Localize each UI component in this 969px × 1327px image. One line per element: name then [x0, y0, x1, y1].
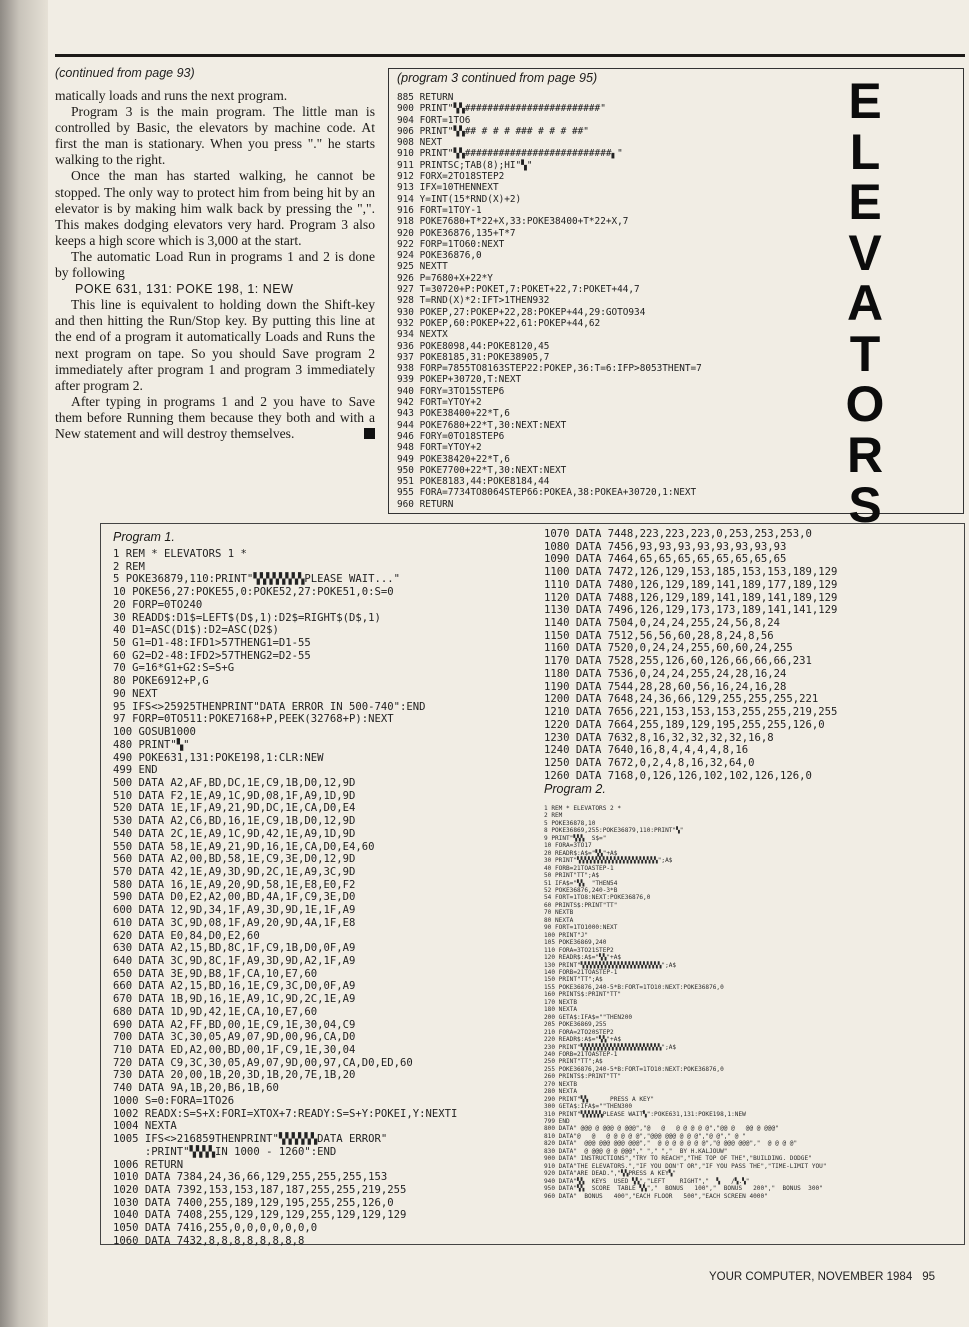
- program3-listing: 885 RETURN 900 PRINT"▚▚########################" 904 FORT=1TO6 906 PRINT"▚▚## # # # ### # # # ##" 908 NEXT 910 PRINT"▚▚##########################▖" 911 PRINTSC;TAB(8);HI"▚" 912 FORX=2TO18STEP2 913 IFX=10THENNEXT 914 Y=INT(15*RND(X)+2) 916 FORT=1TOY-1 918 POKE7680+T*22+X,33:POKE38400+T*22+X,7 920 POKE36876,135+T*7 922 FORP=1TO60:NEXT 924 POKE36876,0 925 NEXTT 926 P=7680+X+22*Y 927 T=30720+P:POKET,7:POKET+22,7:POKET+44,7 928 T=RND(X)*2:IFT>1THEN932 930 POKEP,27:POKEP+22,28:POKEP+44,29:GOTO934 932 POKEP,60:POKEP+22,61:POKEP+44,62 934 NEXTX 936 POKE8098,44:POKE8120,45 937 POKE8185,31:POKE38905,7 938 FORP=7855TO8163STEP22:POKEP,36:T=6:IFP>8053THENT=7 939 POKEP+30720,T:NEXT 940 FORY=3TO15STEP6 942 FORT=YTOY+2 943 POKE38400+22*T,6 944 POKE7680+22*T,30:NEXT:NEXT 946 FORY=0TO18STEP6 948 FORT=YTOY+2 949 POKE38420+22*T,6 950 POKE7700+22*T,30:NEXT:NEXT 951 POKE8183,44:POKE8184,44 955 FORA=7734TO8064STEP66:POKEA,38:POKEA+30720,1:NEXT 960 RETURN: [397, 92, 702, 510]
- article-paragraph: matically loads and runs the next program.: [55, 88, 288, 103]
- end-mark-icon: [364, 428, 375, 439]
- program1-continued-box: [540, 523, 965, 1245]
- program1-listing-right: 1070 DATA 7448,223,223,223,0,253,253,253,0 1080 DATA 7456,93,93,93,93,93,93,93,93 1090 DATA 7464,65,65,65,65,65,65,65,65 1100 DATA 7472,126,129,153,185,153,153,189,129 1110 DATA 7480,126,129,189,141,189,177,189,129 1120 DATA 7488,126,129,189,141,189,141,189,129 1130 DATA 7496,126,129,173,173,189,141,141,129 1140 DATA 7504,0,24,24,255,24,56,8,24 1150 DATA 7512,56,56,60,28,8,24,8,56 1160 DATA 7520,0,24,24,255,60,60,24,255 1170 DATA 7528,255,126,60,126,66,66,66,231 1180 DATA 7536,0,24,24,255,24,28,16,24 1190 DATA 7544,28,28,60,56,16,24,16,28 1200 DATA 7648,24,36,66,129,255,255,255,221 1210 DATA 7656,221,153,153,153,255,255,219,255 1220 DATA 7664,255,189,129,195,255,255,126,0 1230 DATA 7632,8,16,32,32,32,32,16,8 1240 DATA 7640,16,8,4,4,4,4,8,16 1250 DATA 7672,0,2,4,8,16,32,64,0 1260 DATA 7168,0,126,126,102,102,126,126,0: [544, 528, 838, 782]
- program1-heading: Program 1.: [113, 530, 175, 544]
- page-binding-shadow: [0, 0, 48, 1327]
- title-letter: V: [848, 224, 882, 281]
- top-rule: [55, 54, 965, 57]
- title-letter: E: [848, 73, 882, 129]
- title-letter: R: [846, 426, 884, 483]
- footer-magazine: YOUR COMPUTER, NOVEMBER 1984: [709, 1271, 913, 1283]
- article-command: POKE 631, 131: POKE 198, 1: NEW: [75, 282, 294, 297]
- continued-note: (continued from page 93): [55, 66, 195, 80]
- title-letter: O: [845, 376, 885, 432]
- elevators-vertical-title: [840, 73, 890, 533]
- title-letter: L: [849, 123, 881, 180]
- title-letter: S: [848, 477, 882, 533]
- program2-heading: Program 2.: [544, 782, 606, 796]
- article-text: [55, 88, 375, 442]
- program3-heading: (program 3 continued from page 95): [397, 71, 598, 85]
- program1-box: [100, 523, 541, 1245]
- article-paragraph: This line is equivalent to holding down the Shift-key and then hitting the Run/Stop key. By putting this line at the end of a program it automatically Loads and Runs the next program on tape. So you should Save program 2 immediately after program 1 and program 3 immediately after program 2.: [55, 297, 375, 393]
- article-paragraph: The automatic Load Run in programs 1 and 2 is done by following: [55, 248, 375, 281]
- article-paragraph-text: After typing in programs 1 and 2 you have to Save them before Running them because they both and with a New statement and will destroy themselves.: [55, 393, 375, 441]
- program2-listing: 1 REM * ELEVATORS 2 * 2 REM 5 POKE36878,10 8 POKE36869,255:POKE36879,110:PRINT"▚" 9 PRINT"▚▚▚ S$=" 10 FORA=3TO17 20 READR$:A$="▚▚"+A$ 30 PRINT"▚▚▚▚▚▚▚▚▚▚▚▚▚▚▚▚▚▚▚▚▚▚";A$ 40 FORB=21TOASTEP-1 50 PRINT"TT";A$ 51 IFA$="▚▚ "THEN54 52 POKE36876,240-3*B 54 FORT=1TO8:NEXT:POKE36876,0 60 PRINTS$:PRINT"TT" 70 NEXTB 80 NEXTA 90 FORT=1TO1000:NEXT 100 PRINT"J" 105 POKE36869,240 110 FORA=3TO21STEP2 120 READR$:A$="▚▚"+A$ 130 PRINT"▚▚▚▚▚▚▚▚▚▚▚▚▚▚▚▚▚▚▚▚▚▚";A$ 140 FORB=21TOASTEP-1 150 PRINT"TT";A$ 155 POKE36876,240-5*B:FORT=1TO10:NEXT:POKE36876,0 160 PRINTS$:PRINT"TT" 170 NEXTB 180 NEXTA 200 GETA$:IFA$=""THEN200 205 POKE36869,255 210 FORA=2TO20STEP2 220 READR$:A$="▚▚"+A$ 230 PRINT"▚▚▚▚▚▚▚▚▚▚▚▚▚▚▚▚▚▚▚▚▚▚";A$ 240 FORB=21TOASTEP-1 250 PRINT"TT";A$ 255 POKE36876,240-5*B:FORT=1TO10:NEXT:POKE36876,0 260 PRINTS$:PRINT"TT" 270 NEXTB 280 NEXTA 290 PRINT"▚▚ PRESS A KEY" 300 GETA$:IFA$=""THEN300 310 PRINT"▚▚▚▚▚▚PLEASE WAIT▚":POKE631,131:POKE198,1:NEW 799 END 800 DATA" @@@ @ @@@ @ @@@","@ @ @ @ @ @ @","@@ @ @@ @ @@@" 810 DATA"@ @ @ @ @ @ @","@@@ @@@ @ @ @","@ @"," @ " 820 DATA" @@@ @@@ @@@ @@@"," @ @ @ @ @ @ @","@ @@@ @@@"," @ @ @ @" 830 DATA" @ @@@ @ @ @@@"," "," "," BY H.KALJOUW" 900 DATA" INSTRUCTIONS","TRY TO REACH","THE TOP OF THE","BUILDING. DODGE" 910 DATA"THE ELEVATORS.","IF YOU DON'T OR","IF YOU PASS THE","TIME-LIMIT YOU" 920 DATA"ARE DEAD.","▚▚PRESS A KEY▚" 940 DATA"▚▚ KEYS USED ▚▚","LEFT RIGHT"," ▚ /▚.▚" 950 DATA"▚▚ SCORE TABLE ▚▚"," BONUS 100"," BONUS 200"," BONUS 300" 960 DATA" BONUS 400","EACH FLOOR 500","EACH SCREEN 4000": [544, 805, 827, 1200]
- title-letter: E: [848, 174, 882, 230]
- article-paragraph: Once the man has started walking, he cannot be stopped. The only way to protect him from being hit by an elevator is by making him walk back by pressing the ",". This makes dodging elevators very hard. Program 3 also keeps a high score which is 3,000 at the start.: [55, 168, 375, 248]
- footer-page-number: 95: [922, 1271, 936, 1283]
- title-letter: A: [846, 275, 884, 331]
- title-letter: T: [849, 325, 881, 382]
- program1-listing-left: 1 REM * ELEVATORS 1 * 2 REM 5 POKE36879,110:PRINT"▚▚▚▚▚▚▚▚PLEASE WAIT..." 10 POKE56,27:POKE55,0:POKE52,27:POKE51,0:S=0 20 FORP=0TO240 30 READD$:D1$=LEFT$(D$,1):D2$=RIGHT$(D$,1) 40 D1=ASC(D1$):D2=ASC(D2$) 50 G1=D1-48:IFD1>57THENG1=D1-55 60 G2=D2-48:IFD2>57THENG2=D2-55 70 G=16*G1+G2:S=S+G 80 POKE6912+P,G 90 NEXT 95 IFS<>25925THENPRINT"DATA ERROR IN 500-740":END 97 FORP=0TO511:POKE7168+P,PEEK(32768+P):NEXT 100 GOSUB1000 480 PRINT"▚" 490 POKE631,131:POKE198,1:CLR:NEW 499 END 500 DATA A2,AF,BD,DC,1E,C9,1B,D0,12,9D 510 DATA F2,1E,A9,1C,9D,08,1F,A9,1D,9D 520 DATA 1E,1F,A9,21,9D,DC,1E,CA,D0,E4 530 DATA A2,C6,BD,16,1E,C9,1B,D0,12,9D 540 DATA 2C,1E,A9,1C,9D,42,1E,A9,1D,9D 550 DATA 58,1E,A9,21,9D,16,1E,CA,D0,E4,60 560 DATA A2,00,BD,58,1E,C9,3E,D0,12,9D 570 DATA 42,1E,A9,3D,9D,2C,1E,A9,3C,9D 580 DATA 16,1E,A9,20,9D,58,1E,E8,E0,F2 590 DATA D0,E2,A2,00,BD,4A,1F,C9,3E,D0 600 DATA 12,9D,34,1F,A9,3D,9D,1E,1F,A9 610 DATA 3C,9D,08,1F,A9,20,9D,4A,1F,E8 620 DATA E0,84,D0,E2,60 630 DATA A2,15,BD,8C,1F,C9,1B,D0,0F,A9 640 DATA 3C,9D,8C,1F,A9,3D,9D,A2,1F,A9 650 DATA 3E,9D,B8,1F,CA,10,E7,60 660 DATA A2,15,BD,16,1E,C9,3C,D0,0F,A9 670 DATA 1B,9D,16,1E,A9,1C,9D,2C,1E,A9 680 DATA 1D,9D,42,1E,CA,10,E7,60 690 DATA A2,FF,BD,00,1E,C9,1E,30,04,C9 700 DATA 3C,30,05,A9,07,9D,00,96,CA,D0 710 DATA ED,A2,00,BD,00,1F,C9,1E,30,04 720 DATA C9,3C,30,05,A9,07,9D,00,97,CA,D0,ED,60 730 DATA 20,00,1B,20,3D,1B,20,7E,1B,20 740 DATA 9A,1B,20,B6,1B,60 1000 S=0:FORA=1TO26 1002 READX:S=S+X:FORI=XTOX+7:READY:S=S+Y:POKEI,Y:NEXTI 1004 NEXTA 1005 IFS<>216859THENPRINT"▚▚▚▚▚▚DATA ERROR" :PRINT"▚▚▚▚IN 1000 - 1260":END 1006 RETURN 1010 DATA 7384,24,36,66,129,255,255,255,153 1020 DATA 7392,153,153,187,187,255,255,219,255 1030 DATA 7400,255,189,129,195,255,255,126,0 1040 DATA 7408,255,129,129,129,255,129,129,129 1050 DATA 7416,255,0,0,0,0,0,0,0 1060 DATA 7432,8,8,8,8,8,8,8,8: [113, 548, 458, 1247]
- article-paragraph: [55, 394, 375, 442]
- article-paragraph: Program 3 is the main program. The little man is controlled by Basic, the elevators by machine code. At first the man is stationary. When you press "." he starts walking to the right.: [55, 104, 375, 168]
- page-footer: [709, 1271, 935, 1283]
